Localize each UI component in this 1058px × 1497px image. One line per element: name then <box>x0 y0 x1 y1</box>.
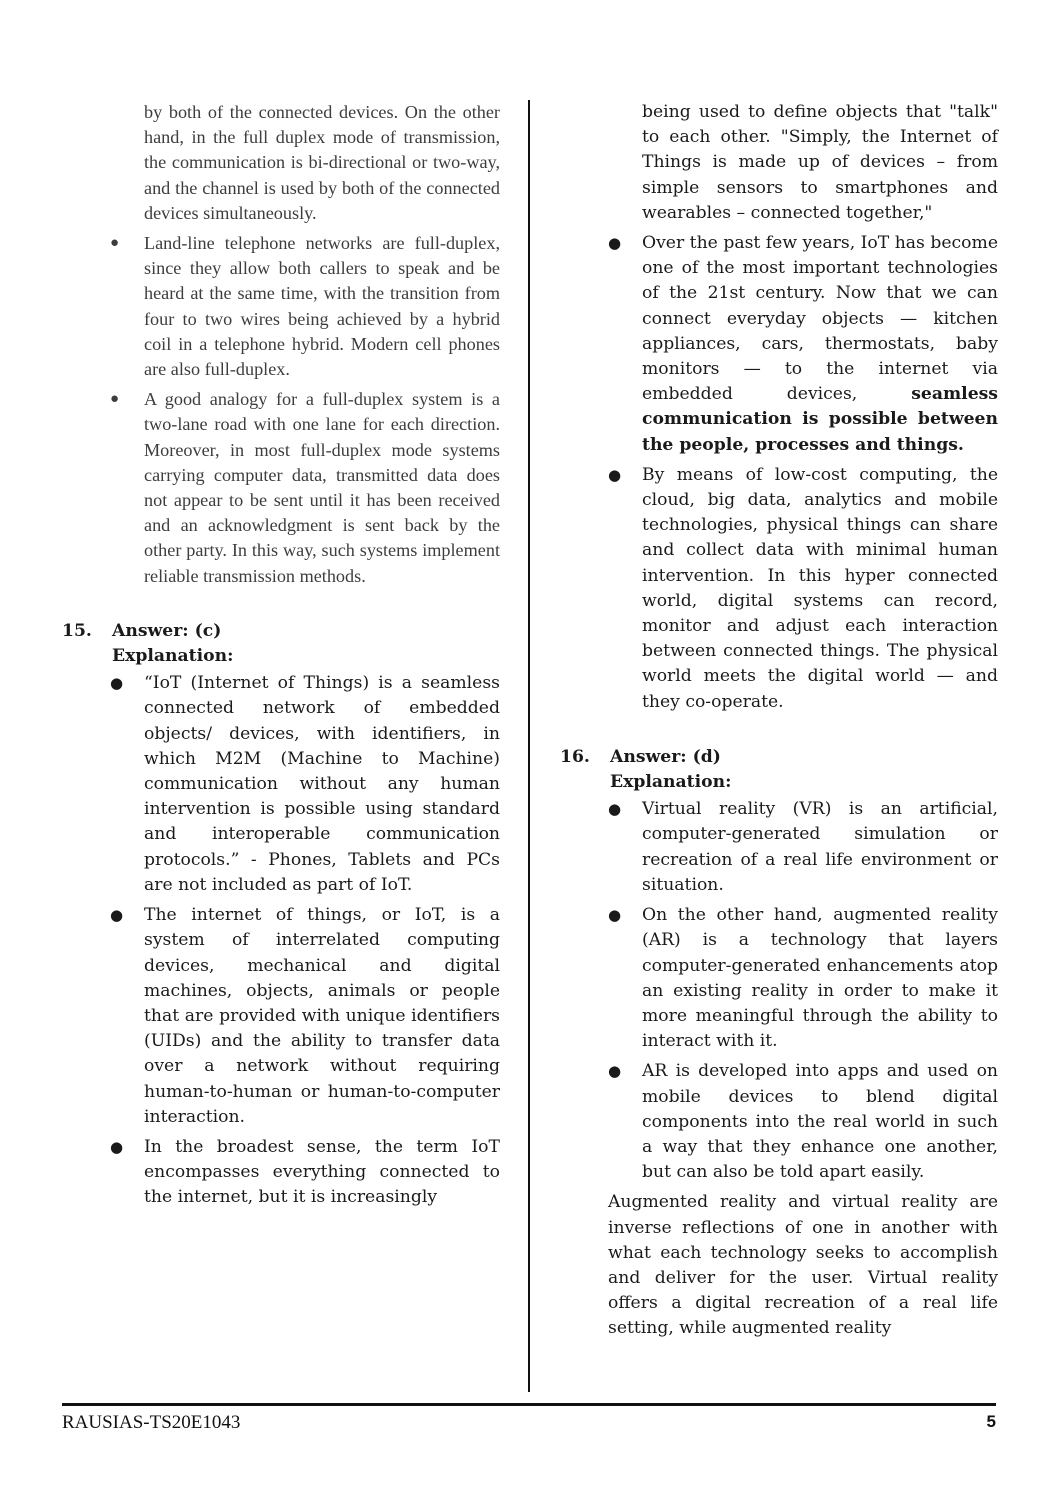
bullet-icon: ● <box>608 906 622 925</box>
continued-paragraph: by both of the connected devices. On the other hand, in the full duplex mode of transmission, the communication is bi-directional or two-way, and the channel is used by both of the connected devices simultaneously. <box>144 102 500 223</box>
bullet-icon: ● <box>110 674 124 693</box>
list-item: ● On the other hand, augmented reality (AR) is a technology that layers computer-generated enhancements atop an existing reality in order to make it more meaningful through the ability to interact with it. <box>608 905 998 1052</box>
list-item: ● “IoT (Internet of Things) is a seamless connected network of embedded objects/ devices, with identifiers, in which M2M (Machine to Machine) communication without any human intervention is possible using standard and interoperable communication protocols.” - Phones, Tablets and PCs are not included as part of IoT. <box>110 673 500 895</box>
bullet-icon: ● <box>608 800 622 819</box>
list-item: ● Virtual reality (VR) is an artificial, computer-generated simulation or recreation of a real life environment or situation. <box>608 799 998 895</box>
q15-bullet-list <box>62 671 500 1210</box>
list-item: ● AR is developed into apps and used on mobile devices to blend digital components into the real world in such a way that they enhance one another, but can also be told apart easily. <box>608 1061 998 1183</box>
list-item: ● The internet of things, or IoT, is a system of interrelated computing devices, mechanical and digital machines, objects, animals or people that are provided with unique identifiers (UIDs) and the ability to transfer data over a network without requiring human-to-human or human-to-computer interaction. <box>110 905 500 1127</box>
bullet-icon: ● <box>608 465 622 484</box>
page-number: 5 <box>986 1412 996 1431</box>
question-number: 16. <box>560 746 590 767</box>
explanation-label: Explanation: <box>112 646 234 667</box>
document-code: RAUSIAS-TS20E1043 <box>62 1412 241 1433</box>
left-column <box>62 100 500 1216</box>
emphasis-text: seamless communication is possible between the people, processes and things. <box>642 384 998 455</box>
closing-paragraph: Augmented reality and virtual reality are inverse reflections of one in another with what each technology seeks to accomplish and deliver for the user. Virtual reality offers a digital recreation of a real life setting, while augmented reality <box>608 1192 998 1339</box>
bullet-icon: ● <box>110 235 120 252</box>
answer-label: Answer: (c) <box>112 620 222 641</box>
iot-bullet-list <box>560 231 998 715</box>
bullet-icon: ● <box>110 391 120 408</box>
q16-bullet-list <box>560 797 998 1185</box>
answer-label: Answer: (d) <box>610 746 721 767</box>
right-column <box>560 100 998 1359</box>
bullet-icon: ● <box>608 234 622 253</box>
bullet-icon: ● <box>110 1137 124 1156</box>
list-item: ● By means of low-cost computing, the cloud, big data, analytics and mobile technologies, physical things can share and collect data with minimal human intervention. In this hyper connected world, digital systems can record, monitor and adjust each interaction between connected things. The physical world meets the digital world — and they co-operate. <box>608 464 998 712</box>
explanation-label: Explanation: <box>610 772 732 793</box>
list-item: ● In the broadest sense, the term IoT encompasses everything connected to the internet, but it is increasingly <box>110 1136 500 1208</box>
duplex-bullet-list <box>62 231 500 589</box>
column-divider <box>528 100 530 1392</box>
bullet-icon: ● <box>608 1062 622 1081</box>
question-15-header <box>62 619 500 644</box>
question-number: 15. <box>62 620 92 641</box>
list-item: ● A good analogy for a full-duplex system is a two-lane road with one lane for each direction. Moreover, in most full-duplex mode systems carrying computer data, transmitted data does not appear to be sent until it has been received and an acknowledgment is sent back by the other party. In this way, such systems implement reliable transmission methods. <box>110 389 500 586</box>
list-item: ● Over the past few years, IoT has become one of the most important technologies of the 21st century. Now that we can connect everyday objects — kitchen appliances, cars, thermostats, baby monitors — to the internet via embedded devices, seamless communication is possible between the people, processes and things. <box>608 233 998 455</box>
question-16-header <box>560 745 998 770</box>
bullet-icon: ● <box>110 906 124 925</box>
continued-paragraph: being used to define objects that "talk" to each other. "Simply, the Internet of Things is made up of devices – from simple sensors to smartphones and wearables – connected together," <box>642 102 998 223</box>
footer-rule <box>62 1403 996 1406</box>
list-item: ● Land-line telephone networks are full-duplex, since they allow both callers to speak and be heard at the same time, with the transition from four to two wires being achieved by a hybrid coil in a telephone hybrid. Modern cell phones are also full-duplex. <box>110 233 500 380</box>
